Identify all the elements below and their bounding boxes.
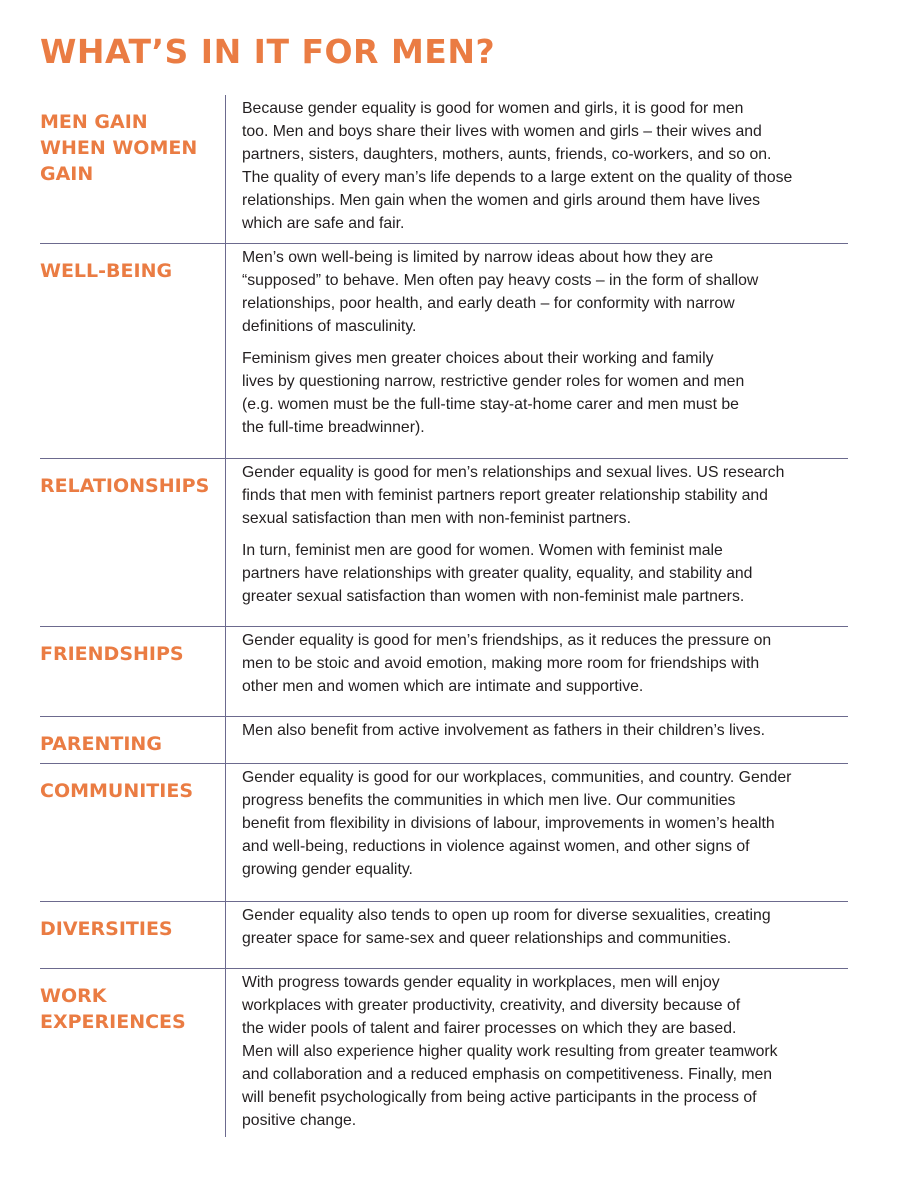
section-paragraph: Feminism gives men greater choices about their working and family lives by questioning narrow, restrictive gender roles for women and men (e.g. women must be the full-time stay-at-home carer and men must be the full-time breadwinner). (242, 350, 745, 436)
section-heading-cell (40, 627, 226, 716)
section-body (226, 764, 848, 901)
section-heading-cell (40, 764, 226, 901)
section-paragraph: With progress towards gender equality in workplaces, men will enjoy workplaces with greater productivity, creativity, and diversity because of the wider pools of talent and fairer processes on which they are based. Men will also experience higher quality work resulting from greater teamwork and collaboration and a reduced emphasis on competitiveness. Finally, men will benefit psychologically from being active participants in the process of positive change. (242, 974, 778, 1129)
section-body (226, 244, 848, 458)
section-friendships (40, 627, 848, 717)
section-heading-cell (40, 95, 226, 243)
section-body (226, 717, 848, 763)
section-men-gain (40, 95, 848, 244)
section-heading: COMMUNITIES (40, 780, 194, 802)
section-heading-cell (40, 969, 226, 1137)
section-paragraph: Gender equality is good for our workplaces, communities, and country. Gender progress benefits the communities in which men live. Our communities benefit from flexibility in divisions of labour, improvements in women’s health and well-being, reductions in violence against women, and other signs of growing gender equality. (242, 769, 792, 878)
section-diversities (40, 902, 848, 969)
section-paragraph: Men also benefit from active involvement as fathers in their children’s lives. (242, 722, 766, 739)
section-paragraph: In turn, feminist men are good for women. Women with feminist male partners have relationships with greater quality, equality, and stability and greater sexual satisfaction than women with non-feminist male partners. (242, 542, 753, 605)
section-body (226, 969, 848, 1137)
section-heading-cell (40, 459, 226, 626)
section-paragraph: Because gender equality is good for women and girls, it is good for men too. Men and boys share their lives with women and girls – their wives and partners, sisters, daughters, mothers, aunts, friends, co-workers, and so on. The quality of every man’s life depends to a large extent on the quality of those relationships. Men gain when the women and girls around them have lives which are safe and fair. (242, 100, 793, 232)
section-heading: FRIENDSHIPS (40, 643, 184, 665)
section-work-experiences (40, 969, 848, 1137)
section-body (226, 95, 848, 243)
section-well-being (40, 244, 848, 459)
section-heading-cell (40, 244, 226, 458)
sections-table (40, 95, 848, 1137)
section-heading: PARENTING (40, 733, 162, 755)
page-title: WHAT’S IN IT FOR MEN? (40, 32, 496, 71)
section-body (226, 459, 848, 626)
section-communities (40, 764, 848, 902)
section-heading-cell (40, 902, 226, 968)
section-body (226, 902, 848, 968)
section-heading: RELATIONSHIPS (40, 475, 210, 497)
section-paragraph: Men’s own well-being is limited by narrow ideas about how they are “supposed” to behave. Men often pay heavy costs – in the form of shallow relationships, poor health, and early death – for conformity with narrow definitions of masculinity. (242, 249, 759, 335)
section-heading: WORK EXPERIENCES (40, 985, 186, 1033)
section-heading: MEN GAIN WHEN WOMEN GAIN (40, 111, 198, 185)
section-heading-cell (40, 717, 226, 763)
section-paragraph: Gender equality is good for men’s relationships and sexual lives. US research finds that men with feminist partners report greater relationship stability and sexual satisfaction than men with non-feminist partners. (242, 464, 785, 527)
section-paragraph: Gender equality also tends to open up room for diverse sexualities, creating greater space for same-sex and queer relationships and communities. (242, 907, 771, 947)
section-relationships (40, 459, 848, 627)
section-body (226, 627, 848, 716)
section-heading: WELL-BEING (40, 260, 173, 282)
section-heading: DIVERSITIES (40, 918, 173, 940)
section-parenting (40, 717, 848, 764)
section-paragraph: Gender equality is good for men’s friendships, as it reduces the pressure on men to be stoic and avoid emotion, making more room for friendships with other men and women which are intimate and supportive. (242, 632, 772, 695)
